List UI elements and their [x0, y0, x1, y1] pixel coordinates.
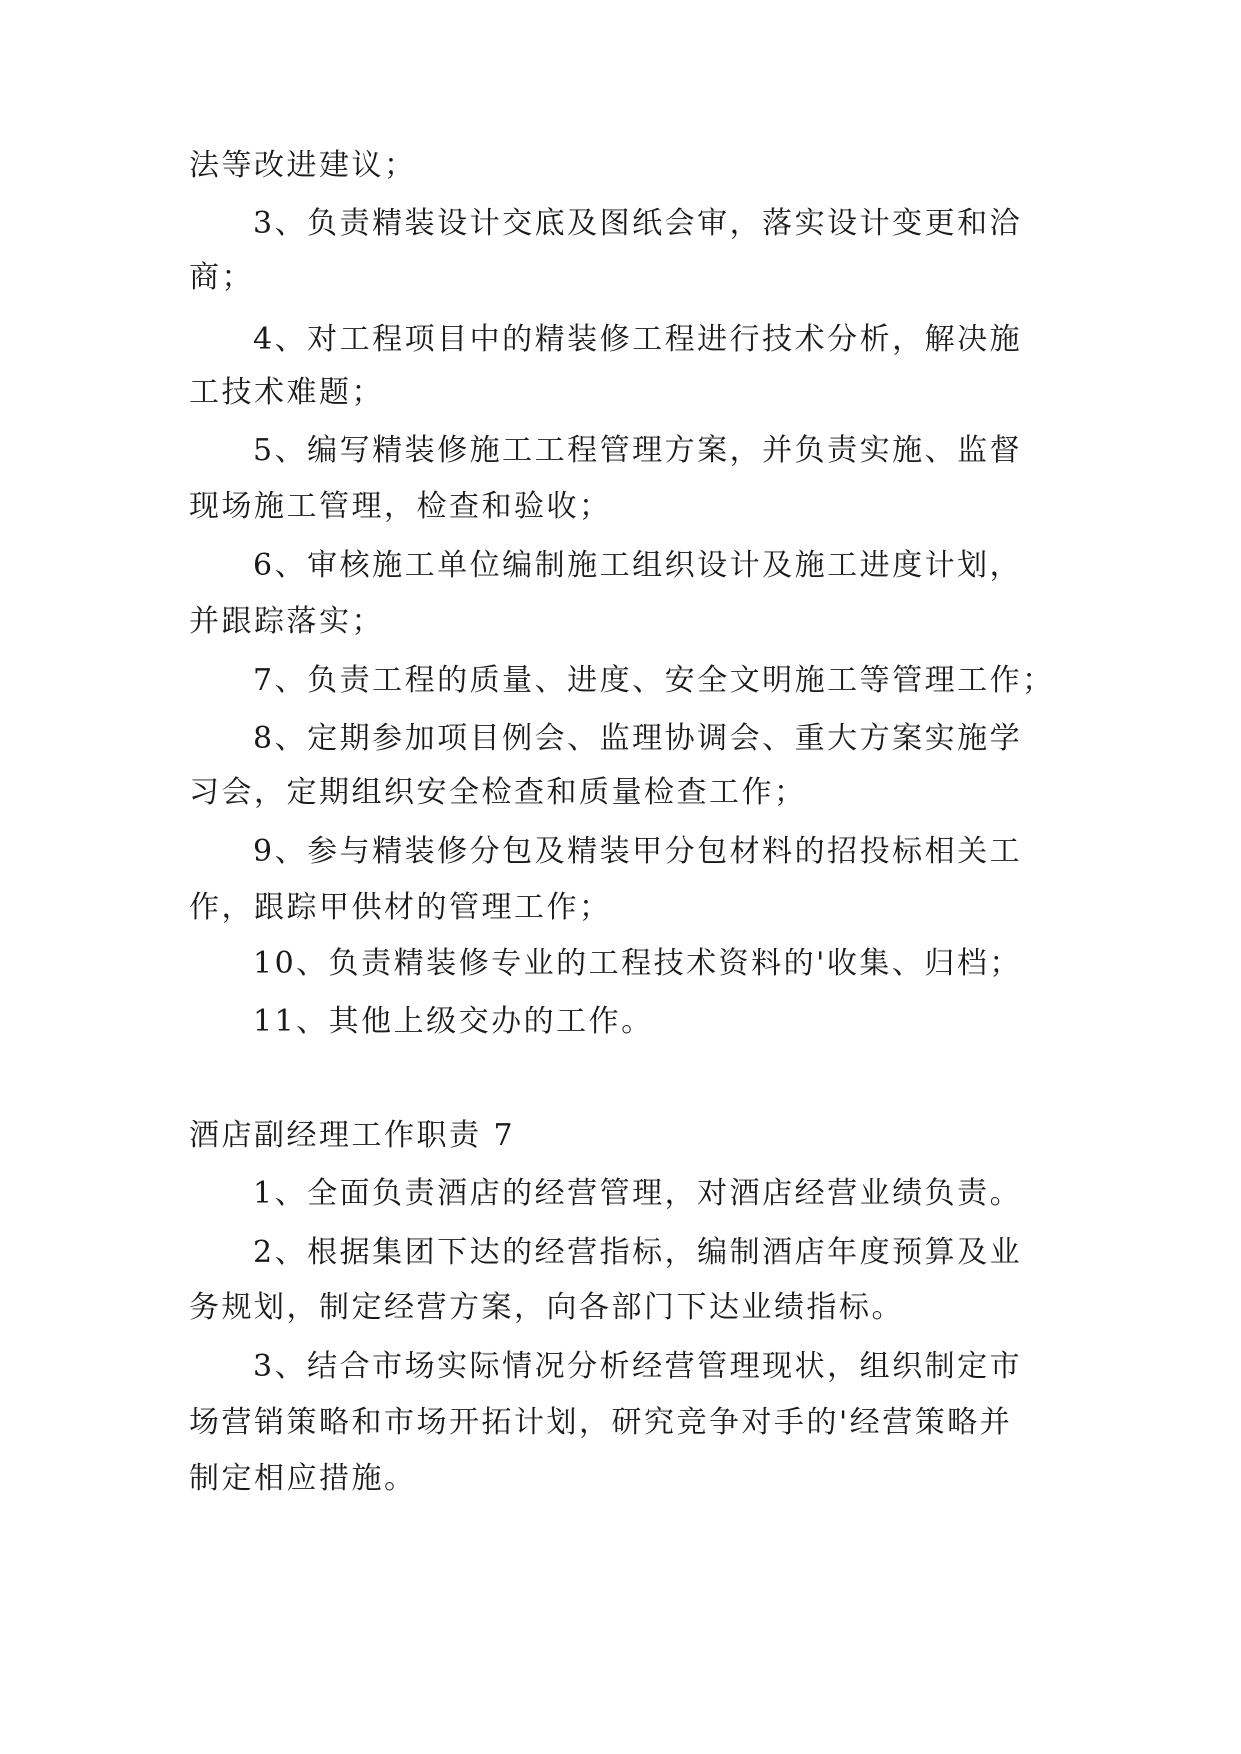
text-line: 作，跟踪甲供材的管理工作；: [189, 890, 612, 925]
text-line: 6、审核施工单位编制施工组织设计及施工进度计划，: [253, 548, 1023, 583]
text-line: 1、全面负责酒店的经营管理，对酒店经营业绩负责。: [253, 1176, 1023, 1211]
text-line: 7、负责工程的质量、进度、安全文明施工等管理工作；: [253, 663, 1055, 698]
text-line: 8、定期参加项目例会、监理协调会、重大方案实施学: [253, 721, 1023, 756]
text-line: 场营销策略和市场开拓计划，研究竞争对手的'经营策略并: [189, 1405, 1013, 1440]
text-line: 10、负责精装修专业的工程技术资料的'收集、归档；: [253, 946, 1022, 981]
text-line: 习会，定期组织安全检查和质量检查工作；: [189, 775, 807, 810]
text-line: 2、根据集团下达的经营指标，编制酒店年度预算及业: [253, 1235, 1023, 1270]
text-line: 制定相应措施。: [189, 1461, 417, 1496]
text-line: 3、负责精装设计交底及图纸会审，落实设计变更和洽: [253, 206, 1023, 241]
text-line: 工技术难题；: [189, 375, 384, 410]
text-line: 11、其他上级交办的工作。: [253, 1004, 654, 1039]
text-line: 法等改进建议；: [189, 148, 417, 183]
text-line: 4、对工程项目中的精装修工程进行技术分析，解决施: [253, 322, 1023, 357]
text-line: 现场施工管理，检查和验收；: [189, 489, 612, 524]
text-line: 9、参与精装修分包及精装甲分包材料的招投标相关工: [253, 834, 1023, 869]
text-line: 商；: [189, 260, 254, 295]
text-line: 务规划，制定经营方案，向各部门下达业绩指标。: [189, 1290, 904, 1325]
text-line: 5、编写精装修施工工程管理方案，并负责实施、监督: [253, 433, 1023, 468]
section-title: 酒店副经理工作职责 7: [189, 1118, 516, 1153]
text-line: 并跟踪落实；: [189, 604, 384, 639]
text-line: 3、结合市场实际情况分析经营管理现状，组织制定市: [253, 1349, 1023, 1384]
